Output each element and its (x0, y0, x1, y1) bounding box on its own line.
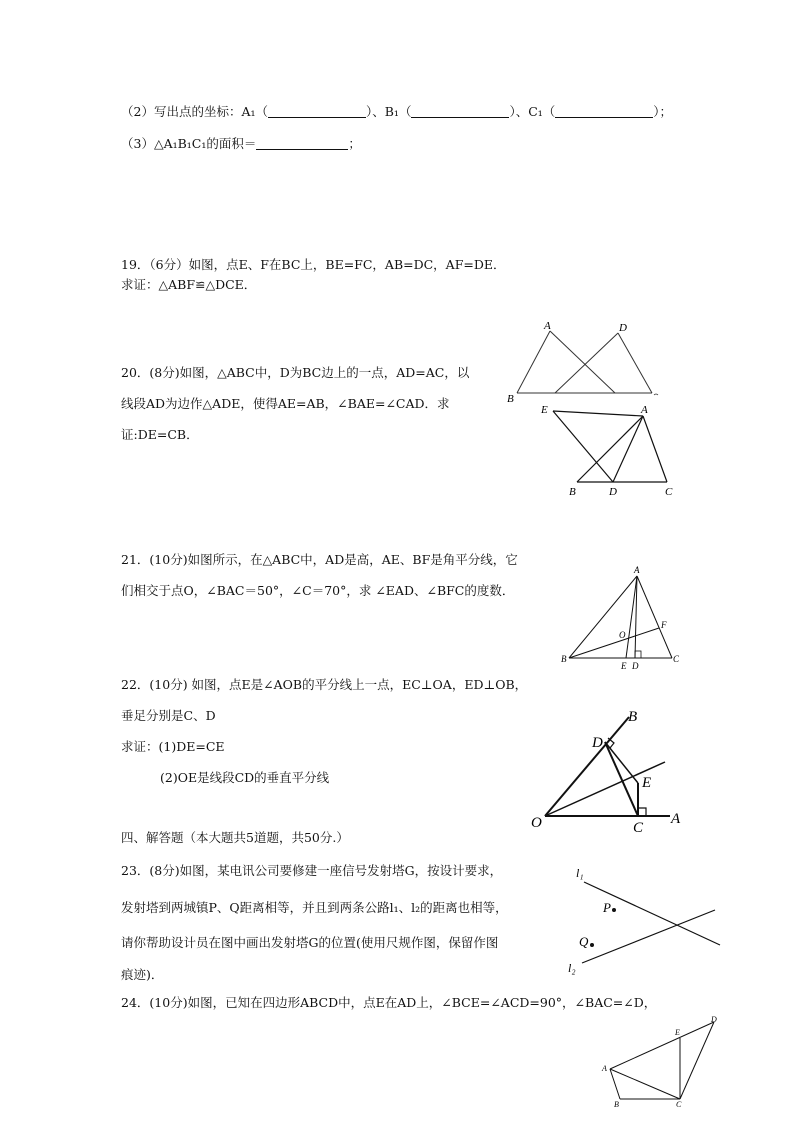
q24-label-E: E (675, 1028, 680, 1037)
q18-part2 (121, 104, 672, 120)
q18-part2-end: ）； (653, 104, 673, 119)
q21-label-D: D (632, 661, 639, 671)
q20-line3: 证:DE=CB． (121, 427, 199, 442)
q24-label-B: B (614, 1100, 619, 1109)
q19-line1: 19．（6分）如图，点E、F在BC上，BE=FC，AB=DC，AF=DE． (121, 257, 506, 272)
q24-line1: 24．(10分)如图，已知在四边形ABCD中，点E在AD上，∠BCE=∠ACD=90°，∠BAC=∠D， (121, 995, 657, 1010)
q18-part3-end: ； (348, 136, 361, 151)
q24-label-D: D (711, 1015, 717, 1024)
q22-label-B: B (628, 709, 638, 725)
q18-part2-label: （2）写出点的坐标：A₁（ (121, 104, 268, 119)
q22-label-D: D (592, 735, 603, 751)
q22-label-A: A (671, 811, 681, 827)
q23-line3: 请你帮助设计员在图中画出发射塔G的位置(使用尺规作图，保留作图 (121, 935, 499, 950)
answer-blank-b1[interactable] (411, 105, 509, 118)
q22-line3: 求证：(1)DE=CE (121, 739, 225, 754)
q24-figure (598, 1012, 728, 1112)
q22-line1: 22．(10分) 如图，点E是∠AOB的平分线上一点，EC⊥OA，ED⊥OB， (121, 677, 528, 692)
q23-label-P: P (603, 900, 611, 915)
q18-part2-mid1: ）、B₁（ (366, 104, 412, 119)
q23-label-l2: l₂ (568, 961, 576, 975)
q18-part2-mid2: ）、C₁（ (509, 104, 556, 119)
q21-line1: 21．(10分)如图所示，在△ABC中，AD是高，AE、BF是角平分线，它 (121, 552, 518, 567)
q19-label-B: B (507, 393, 514, 405)
q20-figure (535, 400, 685, 500)
q19-label-A: A (544, 320, 551, 332)
q21-label-B: B (561, 654, 567, 664)
q21-label-F: F (661, 620, 667, 630)
q20-line1: 20．(8分)如图，△ABC中，D为BC边上的一点，AD=AC，以 (121, 365, 470, 380)
q18-part3 (121, 136, 361, 152)
q19-label-D: D (619, 322, 627, 334)
q21-line2: 们相交于点O，∠BAC＝50°，∠C＝70°，求 ∠EAD、∠BFC的度数． (121, 583, 515, 598)
q18-part3-label: （3）△A₁B₁C₁的面积＝ (121, 136, 257, 151)
section-heading: 四、解答题（本大题共5道题，共50分.） (121, 830, 349, 845)
q23-figure (560, 860, 730, 980)
q20-label-B: B (569, 486, 576, 498)
q19-figure (500, 315, 670, 407)
q23-label-l1: l₁ (576, 866, 584, 880)
q22-label-E: E (642, 775, 652, 791)
q20-label-C: C (665, 486, 673, 498)
q21-label-E: E (621, 661, 627, 671)
q20-label-A: A (641, 404, 648, 416)
q23-line2: 发射塔到两城镇P、Q距离相等，并且到两条公路l₁、l₂的距离也相等， (121, 900, 508, 915)
q21-label-C: C (673, 654, 680, 664)
q23-line4: 痕迹)． (121, 967, 164, 982)
q19-line2: 求证：△ABF≌△DCE． (121, 277, 257, 292)
q20-line2: 线段AD为边作△ADE，使得AE=AB，∠BAE=∠CAD．求 (121, 396, 450, 411)
q22-label-O: O (531, 815, 542, 831)
q20-label-D: D (609, 486, 617, 498)
q21-label-A: A (634, 565, 640, 575)
q24-label-A: A (602, 1064, 607, 1073)
q21-label-O: O (619, 630, 626, 640)
q20-label-E: E (541, 404, 548, 416)
answer-blank-a1[interactable] (268, 105, 366, 118)
q23-label-Q: Q (579, 934, 589, 949)
answer-blank-area[interactable] (256, 137, 348, 150)
q22-line2: 垂足分别是C、D (121, 708, 216, 723)
q22-figure (525, 705, 700, 840)
q22-line4: (2)OE是线段CD的垂直平分线 (160, 770, 330, 785)
q24-label-C: C (676, 1100, 682, 1109)
q21-figure (555, 562, 690, 674)
q23-line1: 23．(8分)如图，某电讯公司要修建一座信号发射塔G，按设计要求， (121, 863, 503, 878)
q22-label-C: C (633, 820, 644, 836)
answer-blank-c1[interactable] (555, 105, 653, 118)
